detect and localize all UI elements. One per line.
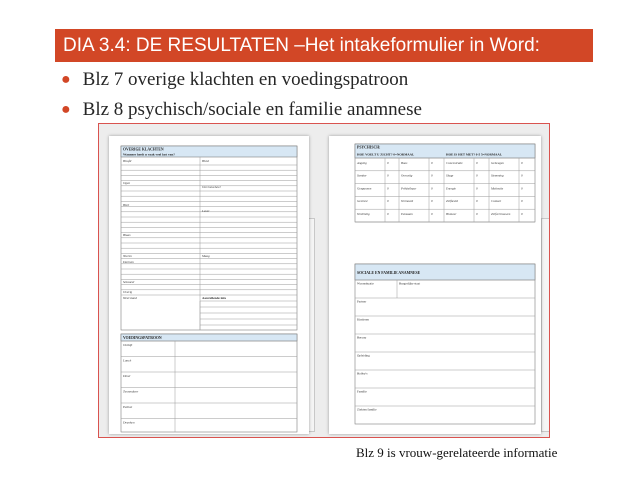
voeding-row-label: Eetlust [123, 405, 133, 409]
psych-cell: Zelfvertrouwen [491, 212, 511, 216]
bullet-text: Blz 7 overige klachten en voedingspatroon [82, 69, 409, 90]
psych-cell: Onrustig [401, 173, 413, 178]
bullet-icon: ● [61, 101, 71, 118]
field-label: Hoofd [123, 159, 132, 163]
psych-cell: Slaap [446, 173, 454, 178]
scrollbar[interactable] [541, 218, 550, 432]
sociale-title: SOCIALE EN FAMILIE ANAMNESE [357, 271, 421, 275]
sociale-label: Familie [357, 389, 367, 394]
psych-cell: 0 [476, 212, 478, 216]
voeding-row-label: Dranken [123, 420, 135, 425]
psych-cell: Somber [357, 173, 367, 178]
psych-cell: Contact [491, 199, 502, 204]
word-document-screenshot [98, 123, 550, 438]
field-label: Weerstand [123, 296, 137, 300]
psych-cell: Humeur [446, 212, 457, 216]
field-label: Darmen [123, 260, 134, 264]
psych-cell: Energie [446, 186, 456, 191]
psych-cell: 0 [521, 199, 523, 204]
psych-cell: 0 [431, 212, 433, 216]
voeding-row-label: Tussendoor [123, 389, 139, 394]
psych-cell: 0 [431, 160, 433, 165]
sociale-label: Hobby's [357, 371, 368, 376]
psych-cell: 0 [476, 186, 478, 191]
psych-cell: 0 [521, 160, 523, 165]
field-label: Aanvullende info [202, 296, 227, 300]
sociale-label: Ziekten familie [357, 407, 377, 412]
psych-cell: 0 [387, 212, 389, 216]
psych-cell: Gestrest [357, 199, 368, 204]
caption: Blz 9 is vrouw-gerelateerde informatie [356, 445, 558, 460]
field-label: Ogen [123, 181, 131, 185]
sociale-label: Partner [357, 299, 367, 304]
psych-cell: Zelfbeeld [446, 199, 458, 204]
sociale-label: Woonsituatie [357, 281, 374, 286]
psych-cell: Verdrietig [357, 212, 370, 216]
voeding-row-label: Lunch [123, 358, 132, 363]
column-header: HOE VOELT U ZICHT? 0=NORMAAL [357, 152, 415, 157]
psych-cell: Eenzaam [401, 212, 413, 216]
psychisch-title: PSYCHISCH: [357, 145, 381, 150]
field-label: Blaas [123, 233, 131, 237]
field-label: Nieren [123, 254, 132, 258]
psych-cell: Prikkelbaar [401, 186, 417, 191]
voeding-row-label: Diner [123, 374, 131, 378]
field-label: Hart [123, 203, 130, 207]
psych-cell: Motivatie [491, 186, 504, 191]
document-page-7 [109, 136, 309, 434]
field-label: Lever [202, 209, 210, 213]
field-label: Maag [202, 254, 210, 258]
field-label: Huid [202, 159, 209, 163]
bullet-item [61, 69, 408, 91]
psych-cell: Vermoeid [401, 199, 414, 204]
form-page-right [329, 136, 541, 434]
psych-cell: Angstig [357, 160, 367, 165]
psych-cell: 0 [387, 160, 389, 165]
sociale-label: Burgerlijke staat [399, 281, 421, 286]
psych-cell: Gespannen [357, 186, 372, 191]
psych-cell: 0 [521, 173, 523, 178]
psych-cell: 0 [476, 199, 478, 204]
field-label: Seksueel [123, 280, 135, 284]
voeding-row-label: Ontbijt [123, 343, 133, 347]
document-page-8 [329, 136, 541, 434]
sociale-label: Opleiding [357, 353, 370, 358]
psych-cell: Boos [401, 160, 408, 165]
psych-cell: 0 [431, 186, 433, 191]
psych-cell: 0 [431, 173, 433, 178]
overige-title: OVERIGE KLACHTEN [123, 147, 164, 152]
voeding-title: VOEDINGSPATROON [123, 336, 162, 340]
field-label: Overig [123, 290, 133, 294]
psych-cell: 0 [387, 173, 389, 178]
psych-cell: 0 [476, 160, 478, 165]
psych-cell: 0 [387, 186, 389, 191]
field-label: Oor/neus/keel [202, 185, 221, 189]
bullet-icon: ● [61, 71, 71, 88]
psych-cell: Stemming [491, 173, 504, 178]
psych-cell: 0 [521, 186, 523, 191]
overige-subtitle: Wanneer heeft u vaak veel last van? [123, 152, 175, 157]
column-header: HOE IS HET MET? 0-5 5=NORMAAL [446, 152, 502, 157]
psych-cell: 0 [387, 199, 389, 204]
psych-cell: 0 [521, 212, 523, 216]
psych-cell: 0 [476, 173, 478, 178]
bullet-item [61, 99, 422, 121]
psych-cell: Geheugen [491, 160, 504, 165]
form-page-left [109, 136, 309, 434]
psych-cell: Concentratie [446, 160, 463, 165]
bullet-text: Blz 8 psychisch/sociale en familie anamnese [82, 99, 422, 120]
psych-cell: 0 [431, 199, 433, 204]
slide-title: DIA 3.4: DE RESULTATEN –Het intakeformulier in Word: [55, 29, 593, 62]
sociale-label: Beroep [357, 335, 367, 340]
sociale-label: Kinderen [357, 317, 369, 322]
